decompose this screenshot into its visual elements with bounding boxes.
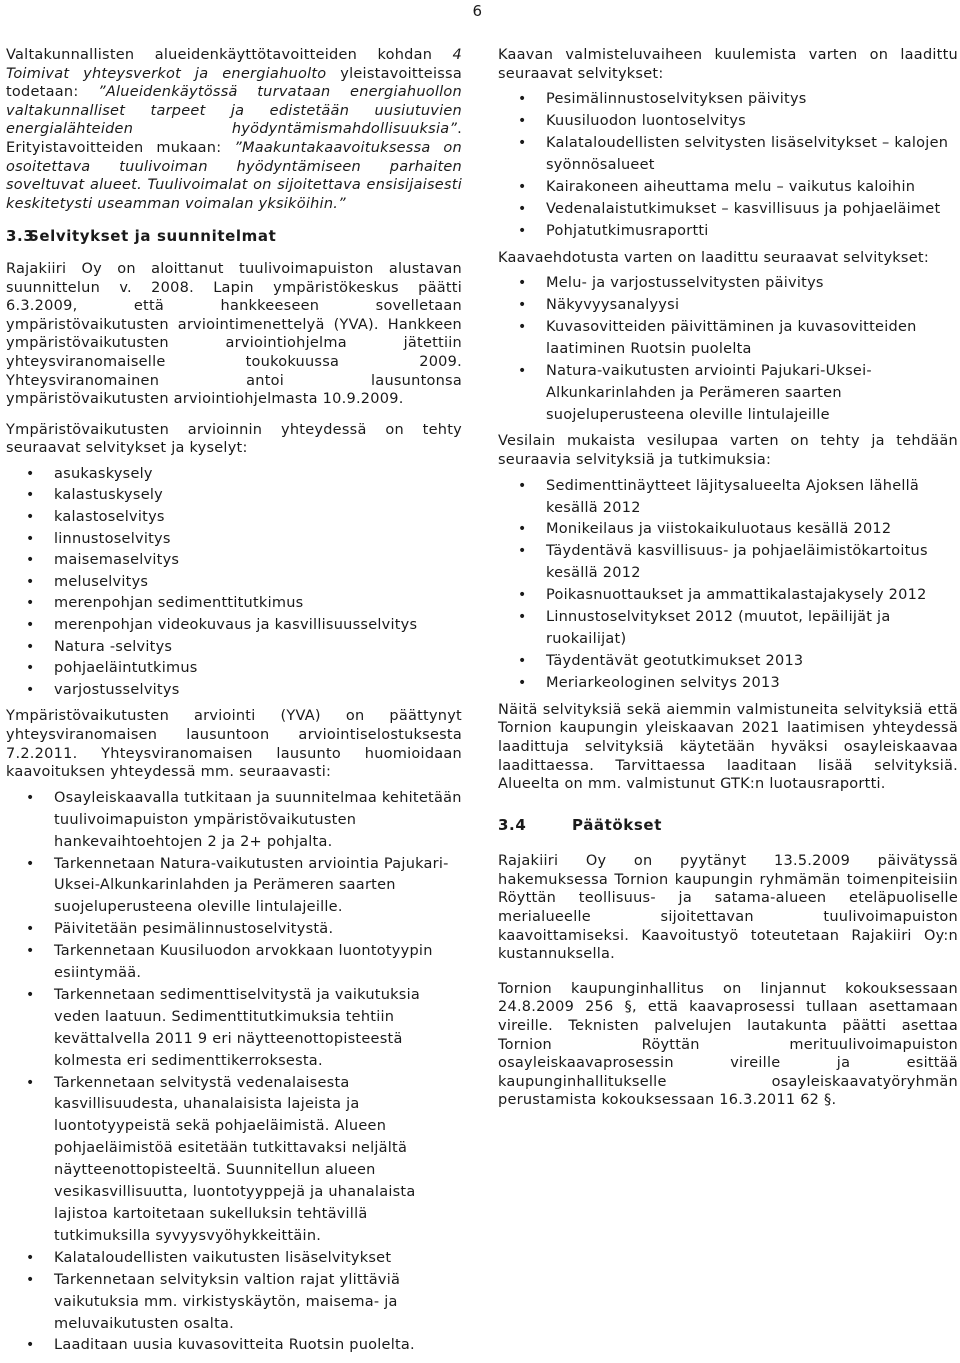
list-item: • Pesimälinnustoselvityksen päivitys [498, 89, 958, 111]
list-item: • Täydentävät geotutkimukset 2013 [498, 651, 958, 673]
list-item: • Näkyvyysanalyysi [498, 295, 958, 317]
left-column [6, 46, 462, 1363]
right-column [498, 46, 958, 1122]
list-item: • meluselvitys [6, 572, 462, 594]
list-item: • Osayleiskaavalla tutkitaan ja suunnitelmaa kehitetään tuulivoimapuiston ympäristövaikutusten hankevaihtoehtojen 2 ja 2+ pohjalta. [6, 788, 462, 854]
list-item: • kalastoselvitys [6, 507, 462, 529]
paragraph: Ympäristövaikutusten arvioinnin yhteydessä on tehty seuraavat selvitykset ja kyselyt: [6, 421, 462, 457]
list-item: • Kuusiluodon luontoselvitys [498, 111, 958, 133]
section-heading-3-4: 3.4 Päätökset [498, 815, 662, 834]
list-item: • Tarkennetaan Kuusiluodon arvokkaan luontotyypin esiintymää. [6, 941, 462, 985]
paragraph: Näitä selvityksiä sekä aiemmin valmistuneita selvityksiä että Tornion kaupungin yleiskaavan 2021 laatimisen yhteydessä laadittuja selvityksiä käytetään hyväksi osayleiskaavaa laadittaessa. Tarvittaessa laaditaan lisää selvityksiä. Alueelta on mm. valmistunut GTK:n luotausraportti. [498, 701, 958, 793]
paragraph: Kaavaehdotusta varten on laadittu seuraavat selvitykset: [498, 249, 929, 266]
proposal-surveys-list [498, 273, 958, 426]
list-item: • Kalataloudellisten vaikutusten lisäselvitykset [6, 1248, 462, 1270]
preparation-surveys-list [498, 89, 958, 242]
list-item: • Tarkennetaan Natura-vaikutusten arviointia Pajukari-Uksei-Alkunkarinlahden ja Perämeren saarten suojeluperusteena oleville lintulajeille. [6, 854, 462, 920]
list-item: • Vedenalaistutkimukset – kasvillisuus ja pohjaeläimet [498, 199, 958, 221]
list-item: • Melu- ja varjostusselvitysten päivitys [498, 273, 958, 295]
list-item: • Tarkennetaan selvityksin valtion rajat ylittäviä vaikutuksia mm. virkistyskäytön, maisema- ja meluvaikutusten osalta. [6, 1270, 462, 1336]
list-item: • Natura -selvitys [6, 637, 462, 659]
list-item: • Tarkennetaan sedimenttiselvitystä ja vaikutuksia veden laatuun. Sedimenttitutkimuksia tehtiin kevättalvella 2011 9 eri näytteenottopisteestä kolmesta eri sedimenttikerroksesta. [6, 985, 462, 1073]
paragraph: Vesilain mukaista vesilupaa varten on tehty ja tehdään seuraavia selvityksiä ja tutkimuksia: [498, 433, 958, 469]
list-item: • Päivitetään pesimälinnustoselvitystä. [6, 919, 462, 941]
paragraph: Kaavan valmisteluvaiheen kuulemista varten on laadittu seuraavat selvitykset: [498, 47, 958, 82]
list-item: • Poikasnuottaukset ja ammattikalastajakysely 2012 [498, 585, 958, 607]
paragraph: Ympäristövaikutusten arviointi (YVA) on päättynyt yhteysviranomaisen lausuntoon arviointiselostuksesta 7.2.2011. Yhteysviranomaisen lausunto huomioidaan kaavoituksen yhteydessä mm. seuraavasti: [6, 708, 462, 781]
list-item: • asukaskysely [6, 464, 462, 486]
intro-paragraph: Valtakunnallisten alueidenkäyttötavoitteiden kohdan 4 Toimivat yhteysverkot ja energiahuolto yleistavoitteissa todetaan: ”Alueidenkäytössä turvataan energiahuollon valtakunnalliset tarpeet ja edistetään uusiutuvien energialähteiden hyödyntämismahdollisuuksia”. Erityistavoitteiden mukaan: ”Maakuntakaavoituksessa on osoitettava tuulivoiman hyödyntämiseen parhaiten soveltuvat alueet. Tuulivoimalat on sijoitettava ensisijaisesti keskitetysti useamman voimalan yksiköihin.” [6, 47, 462, 212]
list-item: • Monikeilaus ja viistokaikuluotaus kesällä 2012 [498, 519, 958, 541]
list-item: • varjostusselvitys [6, 680, 462, 702]
water-permit-studies-list [498, 476, 958, 695]
survey-list [6, 464, 462, 702]
list-item: • Kalataloudellisten selvitysten lisäselvitykset – kalojen syönnösalueet [498, 133, 958, 177]
list-item: • Pohjatutkimusraportti [498, 221, 958, 243]
list-item: • kalastuskysely [6, 485, 462, 507]
statement-actions-list [6, 788, 462, 1358]
paragraph: Rajakiiri Oy on pyytänyt 13.5.2009 päivätyssä hakemuksessa Tornion kaupungin ryhmämän toimenpiteisiin Röyttän teollisuus- ja satama-alueen eteläpuoliselle merialueelle sijoitettavan tuulivoimapuiston kaavoittamiseksi. Kaavoitustyö toteutetaan Rajakiiri Oy:n kustannuksella. [498, 853, 958, 963]
list-item: • Kairakoneen aiheuttama melu – vaikutus kaloihin [498, 177, 958, 199]
list-item: • Meriarkeologinen selvitys 2013 [498, 673, 958, 695]
list-item: • Laaditaan uusia kuvasovitteita Ruotsin puolelta. [6, 1335, 462, 1357]
paragraph: Rajakiiri Oy on aloittanut tuulivoimapuiston alustavan suunnittelun v. 2008. Lapin ympäristökeskus päätti 6.3.2009, että hankkeeseen sovelletaan ympäristövaikutusten arviointimenettelyä (YVA). Hankkeen ympäristövaikutusten arviointiohjelma jätettiin yhteysviranomaiselle toukokuussa 2009. Yhteysviranomainen antoi lausuntonsa ympäristövaikutusten arviointiohjelmasta 10.9.2009. [6, 260, 462, 408]
list-item: • Täydentävä kasvillisuus- ja pohjaeläimistökartoitus kesällä 2012 [498, 541, 958, 585]
section-heading-3-3: 3.3Selvitykset ja suunnitelmat [6, 227, 277, 246]
list-item: • Tarkennetaan selvitystä vedenalaisesta kasvillisuudesta, uhanalaisista lajeista ja luontotyypeistä sekä pohjaeläimistä. Alueen pohjaeläimistöä esitetään tutkittavaksi neljältä näytteenottopisteeltä. Suunnitellun alueen vesikasvillisuutta, luontotyyppejä ja uhanalaista lajistoa kartoitetaan sukelluksin tehtävillä tutkimuksilla syvyysvyöhykkeittäin. [6, 1073, 462, 1248]
list-item: • Linnustoselvitykset 2012 (muutot, lepäilijät ja ruokailijat) [498, 607, 958, 651]
list-item: • merenpohjan sedimenttitutkimus [6, 593, 462, 615]
list-item: • pohjaeläintutkimus [6, 658, 462, 680]
page-number: 6 [472, 2, 482, 20]
list-item: • maisemaselvitys [6, 550, 462, 572]
list-item: • Natura-vaikutusten arviointi Pajukari-Uksei-Alkunkarinlahden ja Perämeren saarten suojeluperusteena oleville lintulajeille [498, 361, 958, 427]
paragraph: Tornion kaupunginhallitus on linjannut kokouksessaan 24.8.2009 256 §, että kaavaprosessi tullaan asettamaan vireille. Teknisten palvelujen lautakunta päätti asettaa Tornion Röyttän merituulivoimapuiston osayleiskaavaprosessin vireille ja esittää kaupunginhallitukselle osayleiskaavatyöryhmän perustamista kokouksessaan 16.3.2011 62 §. [498, 980, 958, 1109]
list-item: • Sedimenttinäytteet läjitysalueelta Ajoksen lähellä kesällä 2012 [498, 476, 958, 520]
list-item: • merenpohjan videokuvaus ja kasvillisuusselvitys [6, 615, 462, 637]
list-item: • linnustoselvitys [6, 529, 462, 551]
list-item: • Kuvasovitteiden päivittäminen ja kuvasovitteiden laatiminen Ruotsin puolelta [498, 317, 958, 361]
